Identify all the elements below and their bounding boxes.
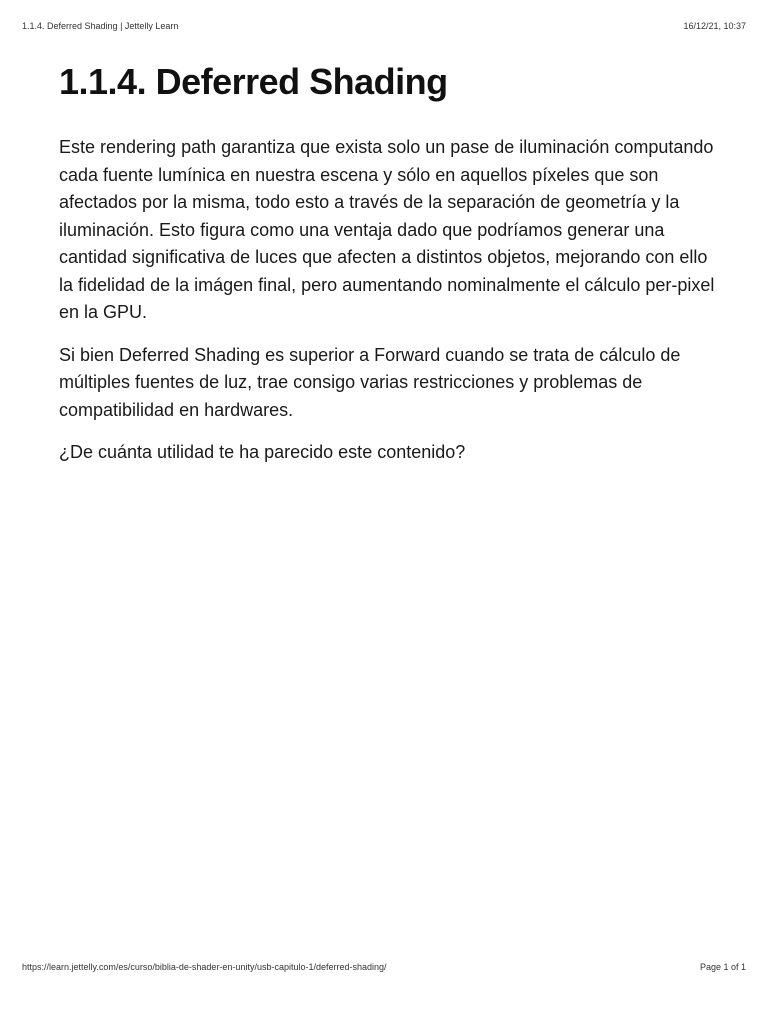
print-footer <box>22 961 746 973</box>
article-paragraph-2: Si bien Deferred Shading es superior a Forward cuando se trata de cálculo de múltiples fuentes de luz, trae consigo varias restricciones y problemas de compatibilidad en hardwares. <box>59 344 681 420</box>
article-content <box>59 58 719 482</box>
article-paragraph-1: Este rendering path garantiza que exista solo un pase de iluminación computando cada fuente lumínica en nuestra escena y sólo en aquellos píxeles que son afectados por la misma, todo esto a través de la separación de geometría y la iluminación. Esto figura como una ventaja dado que podríamos generar una cantidad significativa de luces que afecten a distintos objetos, mejorando con ello la fidelidad de la imágen final, pero aumentando nominalmente el cálculo per-pixel en la GPU. <box>59 137 715 322</box>
print-footer-url: https://learn.jettelly.com/es/curso/biblia-de-shader-en-unity/usb-capitulo-1/deferred-shading/ <box>22 962 387 972</box>
feedback-question: ¿De cuánta utilidad te ha parecido este contenido? <box>59 442 466 462</box>
print-footer-page-number: Page 1 of 1 <box>699 962 746 972</box>
print-header-datetime: 16/12/21, 10:37 <box>683 21 746 31</box>
page-title: 1.1.4. Deferred Shading <box>59 61 448 102</box>
print-header-page-title: 1.1.4. Deferred Shading | Jettelly Learn <box>22 21 179 31</box>
print-header <box>22 20 746 32</box>
